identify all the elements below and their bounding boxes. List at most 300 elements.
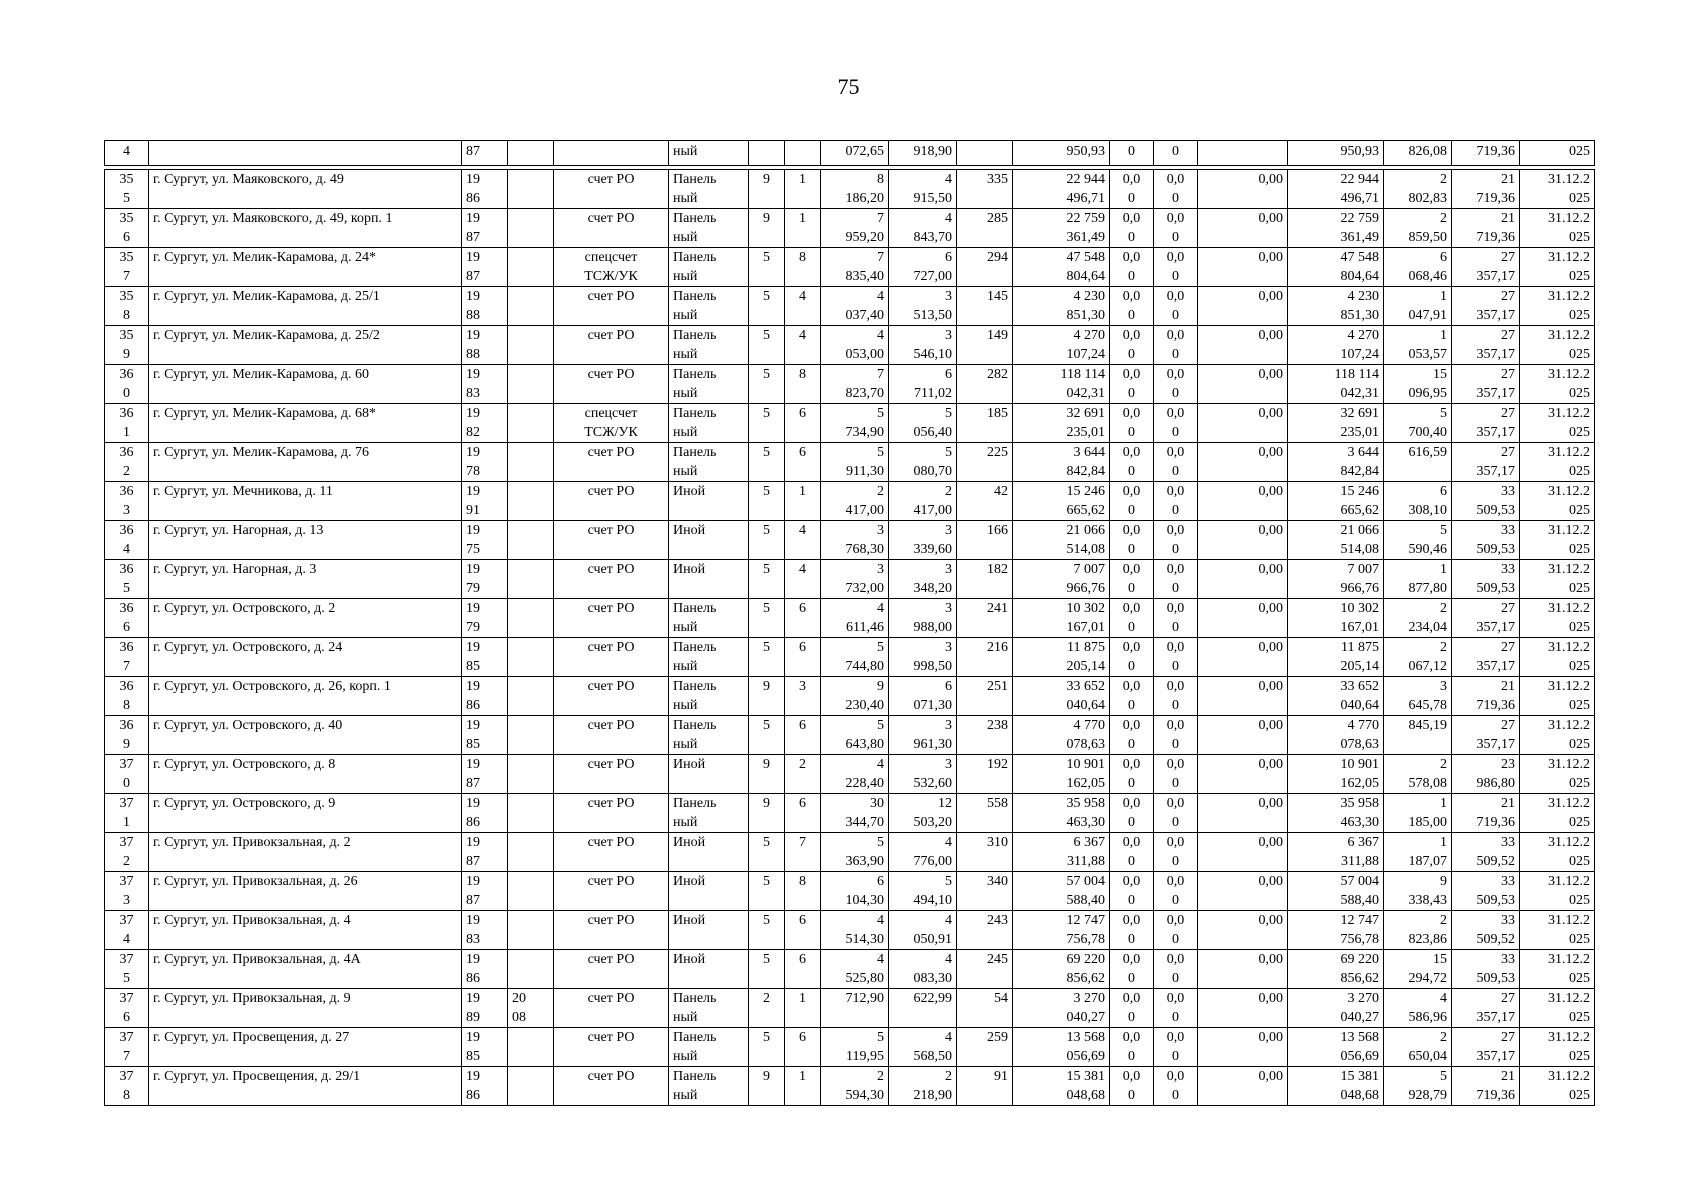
cost-owners-cell: 15 246 665,62 [1288, 482, 1384, 521]
row-number-cell: 37 7 [105, 1028, 149, 1067]
material-cell: Иной [669, 872, 749, 911]
residents-cell: 225 [957, 443, 1013, 482]
fund-cell: счет РО [554, 482, 669, 521]
year2-cell [508, 794, 554, 833]
entrances-cell [785, 141, 821, 166]
funding-2-cell: 0,0 0 [1154, 872, 1198, 911]
address-cell: г. Сургут, ул. Просвещения, д. 29/1 [149, 1067, 462, 1106]
funding-1-cell: 0,0 0 [1110, 716, 1154, 755]
area-living-cell: 6 711,02 [889, 365, 957, 404]
funding-2-cell: 0,0 0 [1154, 287, 1198, 326]
fund-cell [554, 141, 669, 166]
funding-3-cell: 0,00 [1198, 482, 1288, 521]
cost-cell: 950,93 [1013, 141, 1110, 166]
residents-cell: 243 [957, 911, 1013, 950]
entrances-cell: 6 [785, 1028, 821, 1067]
year-cell: 87 [462, 141, 508, 166]
material-cell: Панель ный [669, 794, 749, 833]
address-cell: г. Сургут, ул. Мелик-Карамова, д. 24* [149, 248, 462, 287]
funding-1-cell: 0,0 0 [1110, 443, 1154, 482]
floors-cell: 9 [749, 677, 785, 716]
funding-1-cell: 0,0 0 [1110, 1028, 1154, 1067]
area-living-cell: 2 218,90 [889, 1067, 957, 1106]
entrances-cell: 4 [785, 287, 821, 326]
funding-2-cell: 0,0 0 [1154, 365, 1198, 404]
area-living-cell: 5 494,10 [889, 872, 957, 911]
unit-cost-cell: 1 187,07 [1384, 833, 1452, 872]
material-cell: Панель ный [669, 638, 749, 677]
funding-2-cell: 0,0 0 [1154, 950, 1198, 989]
area-total-cell: 7 959,20 [821, 209, 889, 248]
limit-cost-cell: 33 509,53 [1452, 482, 1520, 521]
material-cell: Панель ный [669, 1067, 749, 1106]
limit-cost-cell: 33 509,53 [1452, 950, 1520, 989]
area-total-cell: 4 611,46 [821, 599, 889, 638]
funding-3-cell: 0,00 [1198, 989, 1288, 1028]
residents-cell [957, 141, 1013, 166]
year2-cell [508, 755, 554, 794]
entrances-cell: 6 [785, 716, 821, 755]
table-row [105, 599, 1595, 638]
material-cell: Иной [669, 482, 749, 521]
limit-cost-cell: 27 357,17 [1452, 638, 1520, 677]
entrances-cell: 8 [785, 248, 821, 287]
table-row [105, 326, 1595, 365]
cost-owners-cell: 69 220 856,62 [1288, 950, 1384, 989]
fund-cell: счет РО [554, 170, 669, 209]
deadline-cell: 31.12.2 025 [1520, 989, 1595, 1028]
material-cell: Панель ный [669, 365, 749, 404]
floors-cell: 5 [749, 521, 785, 560]
year-cell: 19 79 [462, 560, 508, 599]
limit-cost-cell: 27 357,17 [1452, 287, 1520, 326]
funding-2-cell: 0,0 0 [1154, 989, 1198, 1028]
year-cell: 19 91 [462, 482, 508, 521]
cost-owners-cell: 6 367 311,88 [1288, 833, 1384, 872]
cost-cell: 10 302 167,01 [1013, 599, 1110, 638]
residents-cell: 294 [957, 248, 1013, 287]
table-row [105, 170, 1595, 209]
table-row [105, 521, 1595, 560]
year2-cell [508, 248, 554, 287]
deadline-cell: 31.12.2 025 [1520, 365, 1595, 404]
row-number-cell: 36 3 [105, 482, 149, 521]
funding-1-cell: 0,0 0 [1110, 989, 1154, 1028]
table-row [105, 716, 1595, 755]
year-cell: 19 85 [462, 716, 508, 755]
year2-cell [508, 638, 554, 677]
funding-1-cell: 0,0 0 [1110, 677, 1154, 716]
material-cell: Панель ный [669, 1028, 749, 1067]
cost-owners-cell: 10 901 162,05 [1288, 755, 1384, 794]
area-total-cell: 5 119,95 [821, 1028, 889, 1067]
floors-cell: 5 [749, 638, 785, 677]
table-row [105, 560, 1595, 599]
entrances-cell: 4 [785, 560, 821, 599]
floors-cell: 9 [749, 209, 785, 248]
floors-cell: 5 [749, 599, 785, 638]
residents-cell: 192 [957, 755, 1013, 794]
cost-cell: 4 770 078,63 [1013, 716, 1110, 755]
area-total-cell: 5 643,80 [821, 716, 889, 755]
table-row [105, 989, 1595, 1028]
limit-cost-cell: 27 357,17 [1452, 404, 1520, 443]
funding-2-cell: 0,0 0 [1154, 1028, 1198, 1067]
material-cell: Панель ный [669, 716, 749, 755]
year2-cell [508, 170, 554, 209]
material-cell: Панель ный [669, 209, 749, 248]
entrances-cell: 7 [785, 833, 821, 872]
row-number-cell: 35 6 [105, 209, 149, 248]
material-cell: Иной [669, 560, 749, 599]
residents-cell: 145 [957, 287, 1013, 326]
area-living-cell: 3 546,10 [889, 326, 957, 365]
funding-3-cell: 0,00 [1198, 365, 1288, 404]
funding-2-cell: 0,0 0 [1154, 482, 1198, 521]
row-number-cell: 36 9 [105, 716, 149, 755]
deadline-cell: 31.12.2 025 [1520, 443, 1595, 482]
unit-cost-cell: 1 185,00 [1384, 794, 1452, 833]
residents-cell: 340 [957, 872, 1013, 911]
entrances-cell: 6 [785, 950, 821, 989]
page-number: 75 [837, 74, 860, 99]
funding-1-cell: 0,0 0 [1110, 872, 1154, 911]
year-cell: 19 87 [462, 209, 508, 248]
year2-cell [508, 1028, 554, 1067]
year-cell: 19 83 [462, 365, 508, 404]
area-living-cell: 6 071,30 [889, 677, 957, 716]
area-living-cell: 4 050,91 [889, 911, 957, 950]
address-cell: г. Сургут, ул. Мечникова, д. 11 [149, 482, 462, 521]
year-cell: 19 78 [462, 443, 508, 482]
floors-cell: 5 [749, 833, 785, 872]
cost-cell: 57 004 588,40 [1013, 872, 1110, 911]
entrances-cell: 2 [785, 755, 821, 794]
funding-1-cell: 0,0 0 [1110, 326, 1154, 365]
year-cell: 19 85 [462, 638, 508, 677]
material-cell: Панель ный [669, 404, 749, 443]
residents-cell: 182 [957, 560, 1013, 599]
year2-cell [508, 833, 554, 872]
cost-cell: 3 644 842,84 [1013, 443, 1110, 482]
year-cell: 19 87 [462, 248, 508, 287]
deadline-cell: 31.12.2 025 [1520, 326, 1595, 365]
residents-cell: 259 [957, 1028, 1013, 1067]
funding-1-cell: 0,0 0 [1110, 833, 1154, 872]
fund-cell: счет РО [554, 833, 669, 872]
area-total-cell: 2 594,30 [821, 1067, 889, 1106]
cost-owners-cell: 950,93 [1288, 141, 1384, 166]
floors-cell: 5 [749, 326, 785, 365]
residents-cell: 282 [957, 365, 1013, 404]
year-cell: 19 86 [462, 794, 508, 833]
entrances-cell: 1 [785, 209, 821, 248]
year-cell: 19 87 [462, 755, 508, 794]
residents-cell: 251 [957, 677, 1013, 716]
address-cell: г. Сургут, ул. Мелик-Карамова, д. 25/2 [149, 326, 462, 365]
funding-2-cell: 0,0 0 [1154, 404, 1198, 443]
area-living-cell: 4 568,50 [889, 1028, 957, 1067]
limit-cost-cell: 27 357,17 [1452, 716, 1520, 755]
funding-2-cell: 0,0 0 [1154, 716, 1198, 755]
fund-cell: спецсчет ТСЖ/УК [554, 404, 669, 443]
funding-3-cell: 0,00 [1198, 716, 1288, 755]
unit-cost-cell: 6 068,46 [1384, 248, 1452, 287]
area-total-cell: 4 514,30 [821, 911, 889, 950]
area-total-cell: 5 734,90 [821, 404, 889, 443]
funding-1-cell: 0,0 0 [1110, 755, 1154, 794]
area-total-cell: 6 104,30 [821, 872, 889, 911]
funding-3-cell [1198, 141, 1288, 166]
table-row [105, 638, 1595, 677]
table-row [105, 950, 1595, 989]
fund-cell: счет РО [554, 326, 669, 365]
unit-cost-cell: 6 308,10 [1384, 482, 1452, 521]
limit-cost-cell: 27 357,17 [1452, 248, 1520, 287]
year-cell: 19 86 [462, 1067, 508, 1106]
deadline-cell: 31.12.2 025 [1520, 521, 1595, 560]
area-living-cell: 4 843,70 [889, 209, 957, 248]
unit-cost-cell: 9 338,43 [1384, 872, 1452, 911]
row-number-cell: 4 [105, 141, 149, 166]
area-living-cell: 2 417,00 [889, 482, 957, 521]
area-living-cell: 5 080,70 [889, 443, 957, 482]
material-cell: Панель ный [669, 170, 749, 209]
year-cell: 19 87 [462, 872, 508, 911]
entrances-cell: 8 [785, 365, 821, 404]
entrances-cell: 6 [785, 638, 821, 677]
fund-cell: счет РО [554, 1067, 669, 1106]
funding-3-cell: 0,00 [1198, 872, 1288, 911]
funding-1-cell: 0,0 0 [1110, 521, 1154, 560]
funding-2-cell: 0,0 0 [1154, 560, 1198, 599]
residents-cell: 54 [957, 989, 1013, 1028]
area-total-cell: 072,65 [821, 141, 889, 166]
funding-2-cell: 0,0 0 [1154, 170, 1198, 209]
address-cell [149, 141, 462, 166]
funding-3-cell: 0,00 [1198, 638, 1288, 677]
material-cell: Панель ный [669, 248, 749, 287]
address-cell: г. Сургут, ул. Привокзальная, д. 9 [149, 989, 462, 1028]
unit-cost-cell: 616,59 [1384, 443, 1452, 482]
table-row [105, 872, 1595, 911]
limit-cost-cell: 27 357,17 [1452, 599, 1520, 638]
address-cell: г. Сургут, ул. Мелик-Карамова, д. 68* [149, 404, 462, 443]
cost-cell: 22 944 496,71 [1013, 170, 1110, 209]
limit-cost-cell: 27 357,17 [1452, 326, 1520, 365]
limit-cost-cell: 27 357,17 [1452, 1028, 1520, 1067]
area-total-cell: 5 744,80 [821, 638, 889, 677]
residents-cell: 241 [957, 599, 1013, 638]
area-living-cell: 6 727,00 [889, 248, 957, 287]
floors-cell: 9 [749, 755, 785, 794]
address-cell: г. Сургут, ул. Привокзальная, д. 4 [149, 911, 462, 950]
year2-cell [508, 560, 554, 599]
area-total-cell: 4 053,00 [821, 326, 889, 365]
year2-cell [508, 287, 554, 326]
table-row [105, 248, 1595, 287]
material-cell: Иной [669, 833, 749, 872]
year2-cell [508, 599, 554, 638]
funding-1-cell: 0,0 0 [1110, 638, 1154, 677]
address-cell: г. Сургут, ул. Островского, д. 2 [149, 599, 462, 638]
residents-cell: 166 [957, 521, 1013, 560]
funding-2-cell: 0,0 0 [1154, 209, 1198, 248]
cost-cell: 15 246 665,62 [1013, 482, 1110, 521]
area-total-cell: 30 344,70 [821, 794, 889, 833]
address-cell: г. Сургут, ул. Мелик-Карамова, д. 76 [149, 443, 462, 482]
area-total-cell: 4 228,40 [821, 755, 889, 794]
unit-cost-cell: 1 053,57 [1384, 326, 1452, 365]
funding-1-cell: 0,0 0 [1110, 482, 1154, 521]
year-cell: 19 88 [462, 287, 508, 326]
cost-cell: 13 568 056,69 [1013, 1028, 1110, 1067]
entrances-cell: 3 [785, 677, 821, 716]
year2-cell [508, 1067, 554, 1106]
fund-cell: счет РО [554, 521, 669, 560]
funding-1-cell: 0,0 0 [1110, 209, 1154, 248]
area-total-cell: 4 525,80 [821, 950, 889, 989]
cost-owners-cell: 3 644 842,84 [1288, 443, 1384, 482]
year2-cell [508, 141, 554, 166]
cost-owners-cell: 22 944 496,71 [1288, 170, 1384, 209]
cost-owners-cell: 12 747 756,78 [1288, 911, 1384, 950]
year-cell: 19 79 [462, 599, 508, 638]
funding-3-cell: 0,00 [1198, 1028, 1288, 1067]
year2-cell [508, 365, 554, 404]
deadline-cell: 31.12.2 025 [1520, 1067, 1595, 1106]
table-row [105, 755, 1595, 794]
floors-cell: 5 [749, 482, 785, 521]
year-cell: 19 86 [462, 677, 508, 716]
cost-owners-cell: 4 230 851,30 [1288, 287, 1384, 326]
entrances-cell: 6 [785, 443, 821, 482]
funding-1-cell: 0,0 0 [1110, 170, 1154, 209]
floors-cell: 5 [749, 716, 785, 755]
table-row [105, 1067, 1595, 1106]
area-living-cell: 4 083,30 [889, 950, 957, 989]
fund-cell: счет РО [554, 989, 669, 1028]
material-cell: Панель ный [669, 989, 749, 1028]
area-total-cell: 8 186,20 [821, 170, 889, 209]
floors-cell: 9 [749, 170, 785, 209]
area-living-cell: 3 348,20 [889, 560, 957, 599]
cost-cell: 35 958 463,30 [1013, 794, 1110, 833]
cost-owners-cell: 32 691 235,01 [1288, 404, 1384, 443]
table-row [105, 794, 1595, 833]
unit-cost-cell: 5 928,79 [1384, 1067, 1452, 1106]
limit-cost-cell: 33 509,53 [1452, 560, 1520, 599]
row-number-cell: 37 2 [105, 833, 149, 872]
funding-3-cell: 0,00 [1198, 326, 1288, 365]
table-row [105, 677, 1595, 716]
year-cell: 19 86 [462, 950, 508, 989]
deadline-cell: 31.12.2 025 [1520, 248, 1595, 287]
year2-cell [508, 677, 554, 716]
area-living-cell: 3 988,00 [889, 599, 957, 638]
deadline-cell: 31.12.2 025 [1520, 872, 1595, 911]
area-living-cell: 918,90 [889, 141, 957, 166]
cost-cell: 6 367 311,88 [1013, 833, 1110, 872]
deadline-cell: 31.12.2 025 [1520, 638, 1595, 677]
year2-cell [508, 872, 554, 911]
cost-cell: 4 230 851,30 [1013, 287, 1110, 326]
funding-1-cell: 0,0 0 [1110, 1067, 1154, 1106]
area-living-cell: 3 998,50 [889, 638, 957, 677]
deadline-cell: 31.12.2 025 [1520, 1028, 1595, 1067]
funding-1-cell: 0,0 0 [1110, 950, 1154, 989]
entrances-cell: 4 [785, 326, 821, 365]
table-row [105, 404, 1595, 443]
area-living-cell: 3 961,30 [889, 716, 957, 755]
fund-cell: счет РО [554, 911, 669, 950]
funding-2-cell: 0,0 0 [1154, 911, 1198, 950]
deadline-cell: 31.12.2 025 [1520, 599, 1595, 638]
address-cell: г. Сургут, ул. Привокзальная, д. 26 [149, 872, 462, 911]
limit-cost-cell: 21 719,36 [1452, 677, 1520, 716]
floors-cell: 5 [749, 911, 785, 950]
year-cell: 19 86 [462, 170, 508, 209]
address-cell: г. Сургут, ул. Привокзальная, д. 4А [149, 950, 462, 989]
funding-3-cell: 0,00 [1198, 521, 1288, 560]
fund-cell: счет РО [554, 1028, 669, 1067]
floors-cell: 5 [749, 365, 785, 404]
entrances-cell: 6 [785, 794, 821, 833]
area-living-cell: 4 915,50 [889, 170, 957, 209]
material-cell: Иной [669, 911, 749, 950]
fund-cell: счет РО [554, 365, 669, 404]
limit-cost-cell: 33 509,52 [1452, 911, 1520, 950]
area-total-cell: 7 835,40 [821, 248, 889, 287]
funding-2-cell: 0,0 0 [1154, 638, 1198, 677]
funding-1-cell: 0,0 0 [1110, 287, 1154, 326]
residents-cell: 216 [957, 638, 1013, 677]
residents-cell: 310 [957, 833, 1013, 872]
floors-cell: 5 [749, 872, 785, 911]
fund-cell: счет РО [554, 599, 669, 638]
residents-cell: 42 [957, 482, 1013, 521]
table-row [105, 209, 1595, 248]
row-number-cell: 35 9 [105, 326, 149, 365]
row-number-cell: 37 5 [105, 950, 149, 989]
fund-cell: счет РО [554, 638, 669, 677]
year-cell: 19 83 [462, 911, 508, 950]
limit-cost-cell: 27 357,17 [1452, 443, 1520, 482]
cost-owners-cell: 15 381 048,68 [1288, 1067, 1384, 1106]
address-cell: г. Сургут, ул. Маяковского, д. 49, корп. 1 [149, 209, 462, 248]
cost-cell: 12 747 756,78 [1013, 911, 1110, 950]
year2-cell [508, 404, 554, 443]
year2-cell [508, 911, 554, 950]
cost-cell: 118 114 042,31 [1013, 365, 1110, 404]
cost-owners-cell: 3 270 040,27 [1288, 989, 1384, 1028]
funding-3-cell: 0,00 [1198, 404, 1288, 443]
deadline-cell: 31.12.2 025 [1520, 716, 1595, 755]
cost-cell: 22 759 361,49 [1013, 209, 1110, 248]
unit-cost-cell: 15 294,72 [1384, 950, 1452, 989]
table-row [105, 287, 1595, 326]
unit-cost-cell: 2 859,50 [1384, 209, 1452, 248]
cost-owners-cell: 4 270 107,24 [1288, 326, 1384, 365]
entrances-cell: 6 [785, 599, 821, 638]
limit-cost-cell: 23 986,80 [1452, 755, 1520, 794]
year2-cell [508, 716, 554, 755]
registry-table [104, 140, 1595, 1106]
funding-2-cell: 0,0 0 [1154, 599, 1198, 638]
cost-owners-cell: 47 548 804,64 [1288, 248, 1384, 287]
area-living-cell: 4 776,00 [889, 833, 957, 872]
row-number-cell: 37 0 [105, 755, 149, 794]
